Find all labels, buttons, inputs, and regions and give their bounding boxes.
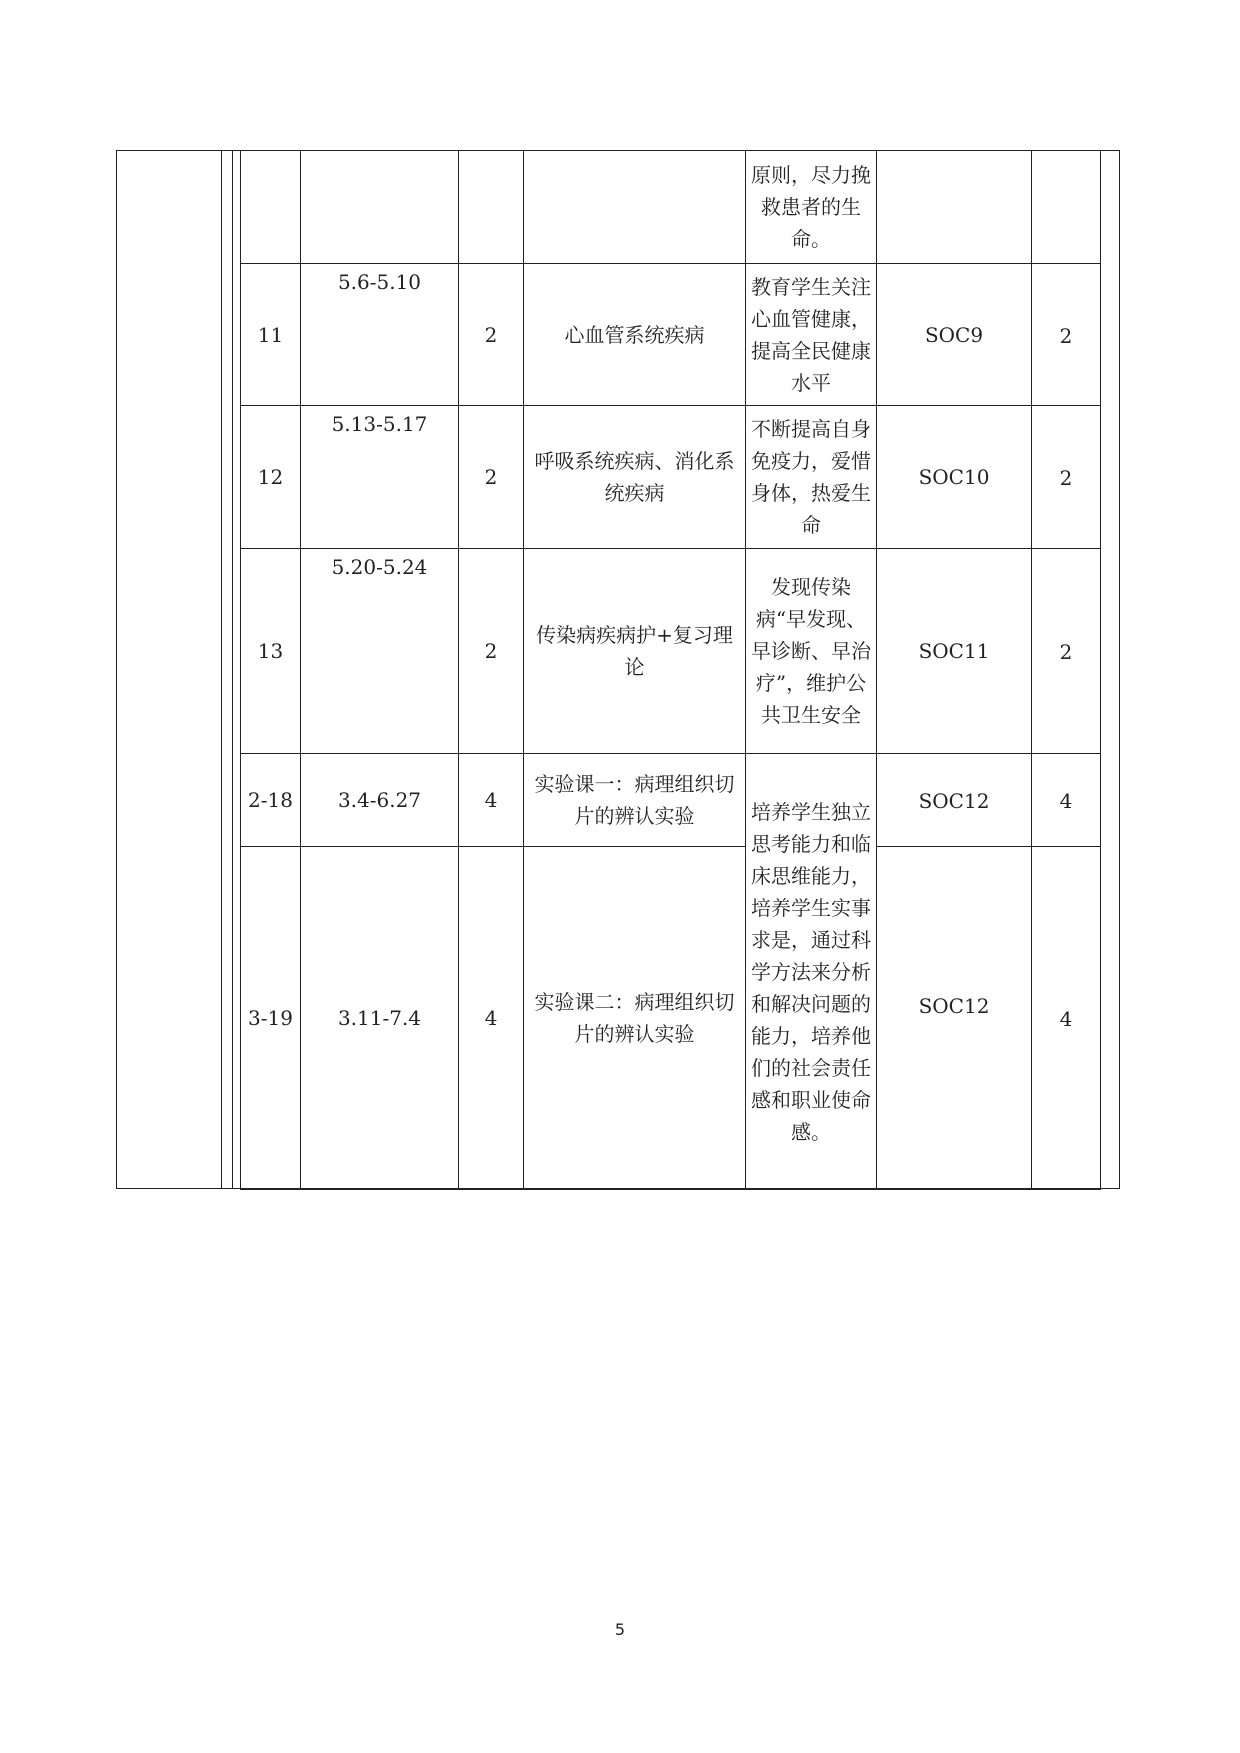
code-cell: SOC12 (877, 754, 1032, 847)
topic-cell (524, 549, 746, 754)
topic-cell (524, 754, 746, 847)
table-row (241, 754, 1101, 847)
dates-cell: 5.6-5.10 (301, 264, 459, 406)
ideology-cell: 不断提高自身免疫力，爱惜身体，热爱生命 (746, 406, 877, 549)
ideology-cell: 教育学生关注心血管健康，提高全民健康水平 (746, 264, 877, 406)
left-column-divider (221, 150, 222, 1189)
topic-cell (524, 847, 746, 1190)
dates-cell: 3.11-7.4 (301, 847, 459, 1190)
week-cell (241, 151, 301, 264)
hours-cell: 2 (459, 549, 524, 754)
topic-text: 传染病疾病护+复习理论 (536, 623, 733, 679)
value-cell: 4 (1032, 754, 1101, 847)
table-row (241, 847, 1101, 1190)
week-cell: 3-19 (241, 847, 301, 1190)
value-cell: 2 (1032, 549, 1101, 754)
table-row (241, 264, 1101, 406)
code-cell: SOC9 (877, 264, 1032, 406)
code-cell: SOC11 (877, 549, 1032, 754)
shared-ideology-cell: 培养学生独立思考能力和临床思维能力，培养学生实事求是，通过科学方法来分析和解决问题的能力，培养他们的社会责任感和职业使命感。 (746, 754, 877, 1190)
table-row-continuation (241, 151, 1101, 264)
value-cell (1032, 151, 1101, 264)
week-cell: 11 (241, 264, 301, 406)
topic-text: 呼吸系统疾病、消化系统疾病 (534, 449, 735, 505)
table-row (241, 406, 1101, 549)
topic-cell (524, 151, 746, 264)
hours-cell: 4 (459, 847, 524, 1190)
code-cell: SOC12 (877, 847, 1032, 1190)
hours-cell (459, 151, 524, 264)
value-cell: 4 (1032, 847, 1101, 1190)
value-cell: 2 (1032, 406, 1101, 549)
topic-text: 心血管系统疾病 (564, 322, 705, 347)
code-cell: SOC10 (877, 406, 1032, 549)
schedule-table (240, 150, 1101, 1190)
nested-table-left-border (232, 150, 233, 1189)
table-row (241, 549, 1101, 754)
code-cell (877, 151, 1032, 264)
topic-cell (524, 264, 746, 406)
week-cell: 13 (241, 549, 301, 754)
topic-cell (524, 406, 746, 549)
ideology-cell: 发现传染病“早发现、早诊断、早治疗”，维护公共卫生安全 (746, 549, 877, 754)
week-cell: 2-18 (241, 754, 301, 847)
hours-cell: 2 (459, 406, 524, 549)
dates-cell: 5.20-5.24 (301, 549, 459, 754)
dates-cell: 5.13-5.17 (301, 406, 459, 549)
hours-cell: 4 (459, 754, 524, 847)
topic-text: 实验课二：病理组织切片的辨认实验 (534, 990, 735, 1046)
ideology-cell: 原则，尽力挽救患者的生命。 (746, 151, 877, 264)
week-cell: 12 (241, 406, 301, 549)
dates-cell: 3.4-6.27 (301, 754, 459, 847)
hours-cell: 2 (459, 264, 524, 406)
topic-text: 实验课一：病理组织切片的辨认实验 (534, 772, 735, 828)
dates-cell (301, 151, 459, 264)
page-number: 5 (614, 1620, 626, 1639)
value-cell: 2 (1032, 264, 1101, 406)
